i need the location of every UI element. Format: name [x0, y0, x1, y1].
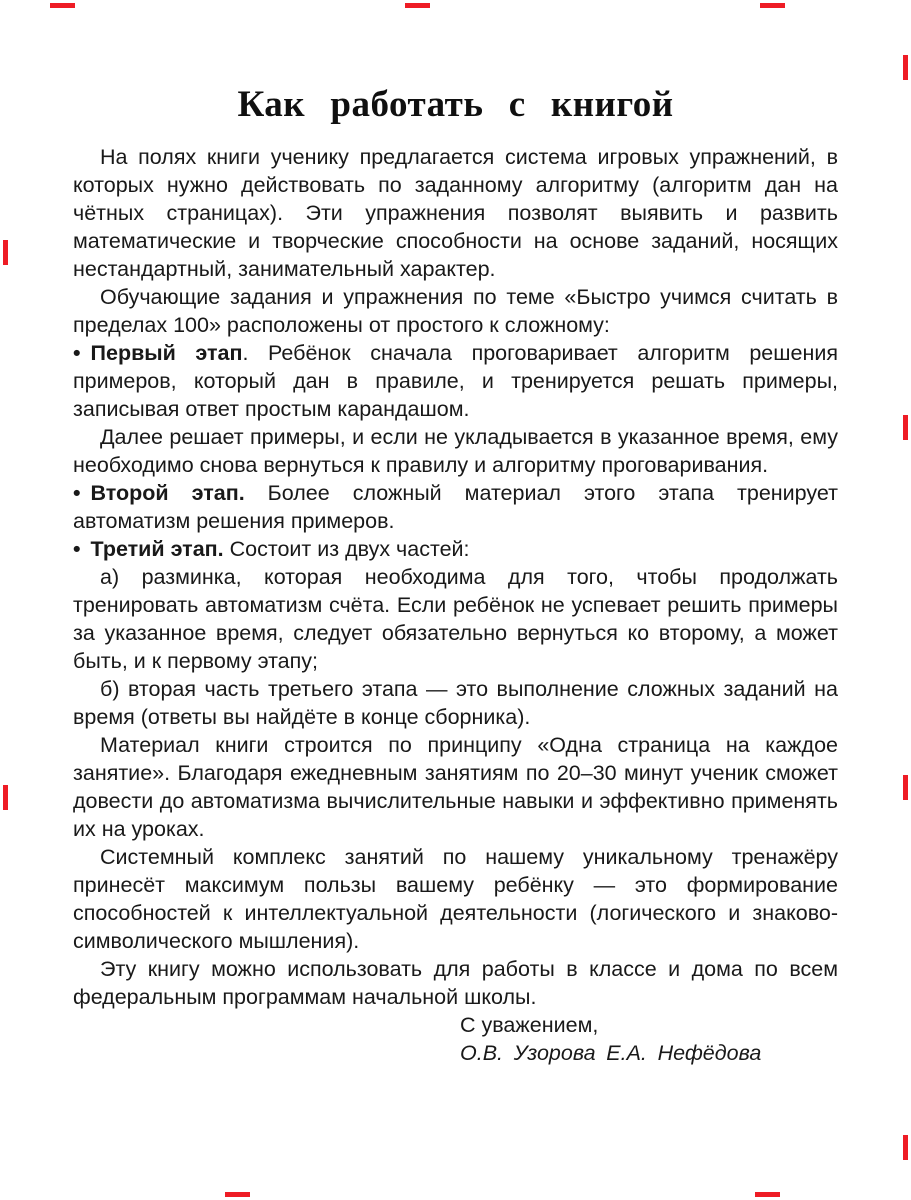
paragraph-text: Более сложный материал этого этапа тренирует автоматизм решения примеров.: [73, 481, 838, 533]
page-title: Как работать с книгой: [237, 84, 674, 125]
paragraph-text: Обучающие задания и упражнения по теме «Быстро учимся считать в пределах 100» расположены от простого к сложному:: [73, 285, 838, 337]
paragraph-text: Материал книги строится по принципу «Одна страница на каждое занятие». Благодаря ежедневным занятиям по 20–30 минут ученик сможет довести до автоматизма вычислительные навыки и эффективно применять их на уроках.: [73, 733, 838, 841]
signature-closing: С уважением,: [460, 1013, 599, 1037]
bullet-marker: •: [73, 341, 81, 365]
stage-label: Второй этап.: [90, 481, 245, 505]
red-dash-border-top: [0, 3, 911, 8]
red-dash-border-bottom: [0, 1192, 911, 1197]
stage-label: Первый этап: [90, 341, 243, 365]
signature-block: [460, 1011, 838, 1067]
bullet-marker: •: [73, 537, 81, 561]
paragraph-text: Эту книгу можно использовать для работы в классе и дома по всем федеральным программам начальной школы.: [73, 957, 838, 1009]
body-text: [73, 143, 838, 1011]
paragraph-text: Далее решает примеры, и если не укладывается в указанное время, ему необходимо снова вернуться к правилу и алгоритму проговаривания.: [73, 425, 838, 477]
bullet-marker: •: [73, 481, 81, 505]
paragraph: [73, 843, 838, 955]
signature-authors: О.В. Узорова Е.А. Нефёдова: [460, 1041, 762, 1065]
paragraph: [73, 423, 838, 479]
paragraph-text: Системный комплекс занятий по нашему уникальному тренажёру принесёт максимум пользы вашему ребёнку — это формирование способностей к интеллектуальной деятельности (логического и знаково-символического мышления).: [73, 845, 838, 953]
stage-label: Третий этап.: [90, 537, 224, 561]
paragraph-text: а) разминка, которая необходима для того, чтобы продолжать тренировать автоматизм счёта. Если ребёнок не успевает решить примеры за указанное время, следует обязательно вернуться ко второму, а может быть, и к первому этапу;: [73, 565, 838, 673]
paragraph: [73, 283, 838, 339]
paragraph: [73, 563, 838, 675]
bullet-item: [73, 479, 838, 535]
red-dash-border-right: [903, 0, 908, 1200]
paragraph-text: Состоит из двух частей:: [223, 537, 470, 561]
paragraph: [73, 675, 838, 731]
bullet-item: [73, 339, 838, 423]
red-dash-border-left: [3, 0, 8, 1200]
paragraph: [73, 955, 838, 1011]
paragraph-text: б) вторая часть третьего этапа — это выполнение сложных заданий на время (ответы вы найдёте в конце сборника).: [73, 677, 838, 729]
bullet-item: [73, 535, 838, 563]
paragraph-text: На полях книги ученику предлагается система игровых упражнений, в которых нужно действовать по заданному алгоритму (алгоритм дан на чётных страницах). Эти упражнения позволят выявить и развить математические и творческие способности на основе заданий, носящих нестандартный, занимательный характер.: [73, 145, 838, 281]
paragraph: [73, 731, 838, 843]
paragraph: [73, 143, 838, 283]
paragraph-text: . Ребёнок сначала проговаривает алгоритм решения примеров, который дан в правиле, и тренируется решать примеры, записывая ответ простым карандашом.: [73, 341, 838, 421]
